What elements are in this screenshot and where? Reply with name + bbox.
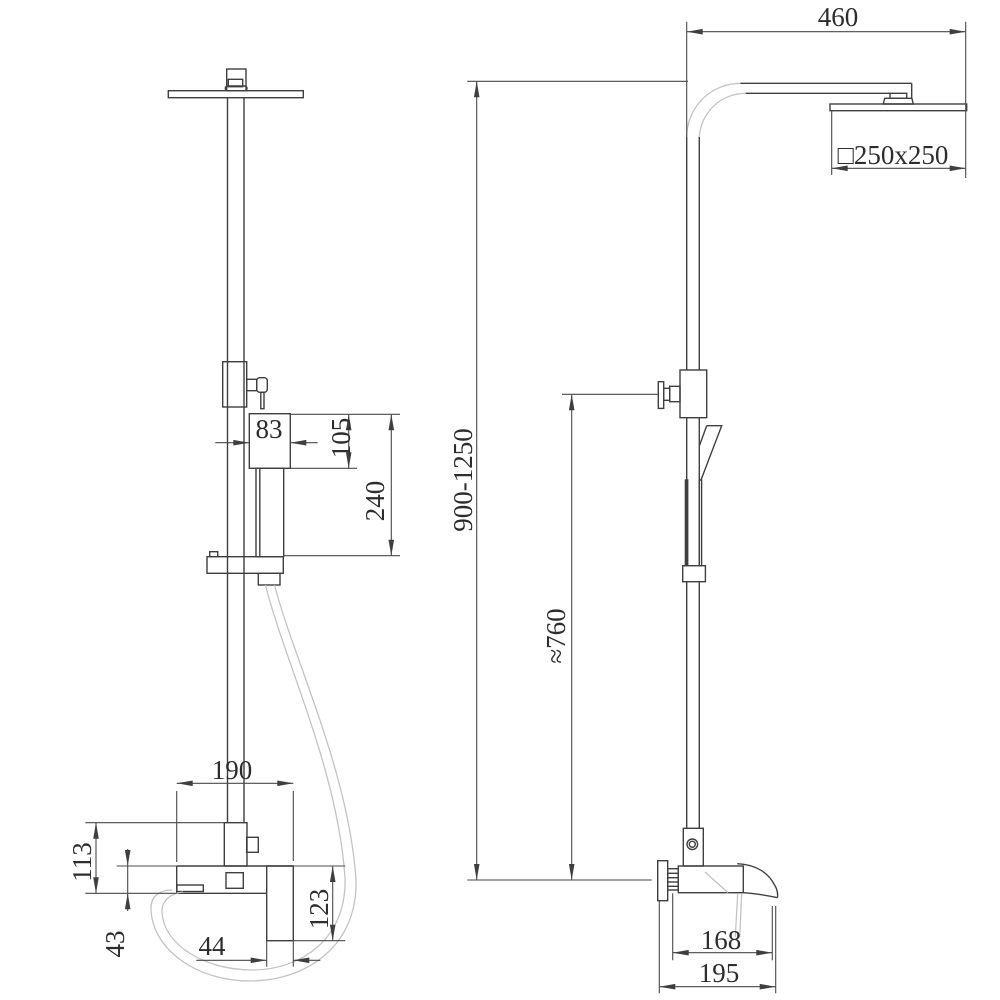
- dim-label: 123: [304, 888, 334, 930]
- dim-label: □250x250: [837, 140, 949, 170]
- dim-label: 168: [700, 925, 742, 955]
- side-view: [658, 83, 967, 937]
- arrowhead: [950, 166, 966, 172]
- spout-lip: [177, 885, 203, 892]
- diverter-knob-disc: [658, 382, 663, 409]
- arm-bend-outer-arc: [687, 83, 741, 137]
- arrowhead: [569, 394, 575, 410]
- dim-label: 83: [255, 414, 283, 444]
- shower-head-plate-front: [168, 91, 303, 98]
- dim-overall-height-900-1250: [448, 81, 688, 880]
- dim-label: 240: [360, 480, 390, 522]
- body-detail-line: [705, 872, 728, 893]
- dim-label: 113: [67, 842, 97, 882]
- holder-hook: [261, 392, 264, 408]
- dim-label: 900-1250: [448, 428, 478, 532]
- slider-knob-stem: [247, 379, 257, 390]
- dim-label: 195: [698, 958, 740, 988]
- spout-bottom-curve: [743, 893, 777, 898]
- front-view: [151, 69, 356, 981]
- hose-outlet-square: [226, 873, 243, 889]
- arrowhead: [93, 823, 99, 839]
- dim-mixer-inlet-113: [67, 823, 224, 894]
- inlet-screw-inner: [689, 841, 695, 847]
- arrowhead: [330, 866, 336, 882]
- arrowhead: [659, 984, 675, 990]
- shower-head-plate-side: [830, 104, 967, 111]
- dim-handle-width-44: [196, 931, 320, 967]
- arrowhead: [687, 29, 703, 35]
- dim-label: 105: [326, 417, 356, 459]
- spout-tip-edge: [775, 885, 778, 897]
- dim-label: 190: [211, 755, 253, 785]
- dim-hose-height-760: [541, 394, 658, 880]
- dim-label: ≈760: [541, 608, 571, 664]
- head-nipple: [890, 93, 907, 98]
- slide-bar-back-line: [699, 480, 701, 566]
- arrowhead: [474, 81, 480, 97]
- dim-label: 44: [198, 931, 226, 961]
- slider-block: [223, 362, 247, 407]
- diverter-block: [680, 370, 707, 418]
- arrowhead: [673, 950, 689, 956]
- dim-handle-drop-123: [293, 866, 345, 941]
- mixer-lever-front: [267, 866, 294, 941]
- slide-bracket-side: [683, 566, 706, 582]
- arrowhead: [277, 781, 293, 787]
- slide-bracket: [207, 557, 283, 574]
- wall-flange: [658, 861, 668, 901]
- dim-label: 460: [817, 2, 859, 32]
- arm-bend-inner-arc: [699, 93, 745, 137]
- dim-mixer-width-190: [177, 755, 294, 862]
- dim-head-size-250x250: [832, 111, 966, 175]
- arrowhead: [389, 540, 395, 556]
- dim-label: 43: [100, 930, 130, 958]
- arrowhead: [125, 893, 131, 909]
- bracket-nub: [210, 552, 218, 557]
- dim-spout-body-43: [100, 849, 177, 958]
- arrowhead: [251, 958, 267, 964]
- dim-handshower-head-105: [290, 414, 400, 468]
- arrowhead: [950, 29, 966, 35]
- diverter-knob-base: [670, 386, 680, 401]
- head-joint-flare: [883, 98, 913, 104]
- hand-shower-profile-edge: [699, 426, 706, 446]
- inlet-screw-outer: [687, 839, 698, 850]
- mixer-inlet-block: [224, 823, 247, 866]
- dim-spout-reach-168: [673, 893, 773, 960]
- dim-handshower-width-83: [215, 414, 317, 446]
- slider-knob: [257, 378, 268, 393]
- arrowhead: [569, 864, 575, 880]
- arrowhead: [756, 950, 772, 956]
- mixer-side-knob: [247, 837, 259, 852]
- arrowhead: [474, 864, 480, 880]
- hose-connector: [258, 573, 280, 585]
- arrowhead: [177, 781, 193, 787]
- mixer-body-side: [678, 866, 743, 893]
- arrowhead: [389, 414, 395, 430]
- arrowhead: [233, 440, 249, 446]
- diverter-knob-neck: [664, 388, 670, 400]
- dimensions: [67, 2, 966, 993]
- arrowhead: [290, 440, 306, 446]
- arrowhead: [125, 850, 131, 866]
- arrowhead: [760, 984, 776, 990]
